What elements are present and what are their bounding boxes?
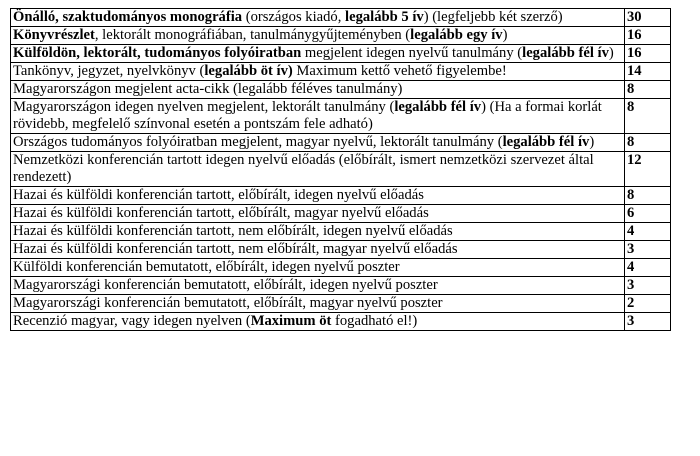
activity-description-cell [11,152,625,187]
description-bold-text: legalább öt ív) [204,63,293,79]
table-row [11,187,671,205]
points-cell: 12 [625,152,671,187]
points-cell: 8 [625,134,671,152]
table-row [11,313,671,331]
description-text: Magyarországon idegen nyelven megjelent, lektorált tanulmány ( [13,99,395,115]
activity-description-cell [11,313,625,331]
points-cell: 2 [625,295,671,313]
points-cell: 30 [625,9,671,27]
description-text: Recenzió magyar, vagy idegen nyelven ( [13,313,251,329]
points-cell: 8 [625,99,671,134]
description-bold-text: Maximum öt [250,313,332,329]
activity-description-cell [11,241,625,259]
description-text: Hazai és külföldi konferencián tartott, nem előbírált, magyar nyelvű előadás [13,241,458,257]
points-cell: 4 [625,223,671,241]
publication-score-table [10,8,671,331]
table-row [11,205,671,223]
description-text: fogadható el!) [331,313,418,329]
description-bold-text: Önálló, szaktudományos monográfia [13,9,243,25]
activity-description-cell [11,9,625,27]
description-text: ) [589,134,595,150]
description-text: ) (Ha a formai korlát rövidebb, megfelelő színvonal esetén a pontszám fele adható) [13,99,602,132]
points-cell: 6 [625,205,671,223]
activity-description-cell [11,134,625,152]
table-row [11,81,671,99]
description-text: Tankönyv, jegyzet, nyelvkönyv ( [13,63,205,79]
table-row [11,134,671,152]
activity-description-cell [11,63,625,81]
points-cell: 3 [625,313,671,331]
description-text: ) [608,45,614,61]
description-text: Magyarországi konferencián bemutatott, előbírált, idegen nyelvű poszter [13,277,438,293]
activity-description-cell [11,223,625,241]
table-row [11,295,671,313]
points-cell: 16 [625,45,671,63]
description-text: ) [502,27,508,43]
table-row [11,259,671,277]
description-text: (országos kiadó, [242,9,346,25]
description-bold-text: legalább 5 ív [345,9,424,25]
description-text: Nemzetközi konferencián tartott idegen nyelvű előadás (előbírált, ismert nemzetközi szervezet által rendezett) [13,152,594,185]
table-row [11,241,671,259]
description-text: Maximum kettő vehető figyelembe! [292,63,507,79]
points-cell: 3 [625,277,671,295]
points-cell: 3 [625,241,671,259]
description-text: , lektorált monográfiában, tanulmánygyűjteményben ( [94,27,411,43]
activity-description-cell [11,205,625,223]
activity-description-cell [11,259,625,277]
description-text: Országos tudományos folyóiratban megjelent, magyar nyelvű, lektorált tanulmány ( [13,134,503,150]
description-text: Hazai és külföldi konferencián tartott, előbírált, idegen nyelvű előadás [13,187,424,203]
activity-description-cell [11,277,625,295]
description-text: Hazai és külföldi konferencián tartott, nem előbírált, idegen nyelvű előadás [13,223,453,239]
points-cell: 4 [625,259,671,277]
table-row [11,99,671,134]
activity-description-cell [11,81,625,99]
description-text: Magyarországi konferencián bemutatott, előbírált, magyar nyelvű poszter [13,295,443,311]
description-bold-text: legalább egy ív [410,27,503,43]
activity-description-cell [11,295,625,313]
table-row [11,223,671,241]
description-text: Külföldi konferencián bemutatott, előbírált, idegen nyelvű poszter [13,259,400,275]
table-row [11,152,671,187]
activity-description-cell [11,45,625,63]
activity-description-cell [11,187,625,205]
description-bold-text: legalább fél ív [394,99,482,115]
table-row [11,63,671,81]
points-cell: 8 [625,81,671,99]
activity-description-cell [11,99,625,134]
table-row [11,9,671,27]
points-cell: 8 [625,187,671,205]
description-bold-text: Külföldön, lektorált, tudományos folyóiratban [13,45,302,61]
activity-description-cell [11,27,625,45]
table-row [11,27,671,45]
description-bold-text: legalább fél ív [502,134,590,150]
points-cell: 14 [625,63,671,81]
description-text: ) (legfeljebb két szerző) [423,9,563,25]
description-bold-text: Könyvrészlet [13,27,95,43]
description-text: megjelent idegen nyelvű tanulmány ( [301,45,523,61]
table-row [11,277,671,295]
points-cell: 16 [625,27,671,45]
table-row [11,45,671,63]
description-bold-text: legalább fél ív [522,45,609,61]
score-table-body [11,9,671,331]
description-text: Magyarországon megjelent acta-cikk (legalább féléves tanulmány) [13,81,403,97]
description-text: Hazai és külföldi konferencián tartott, előbírált, magyar nyelvű előadás [13,205,429,221]
